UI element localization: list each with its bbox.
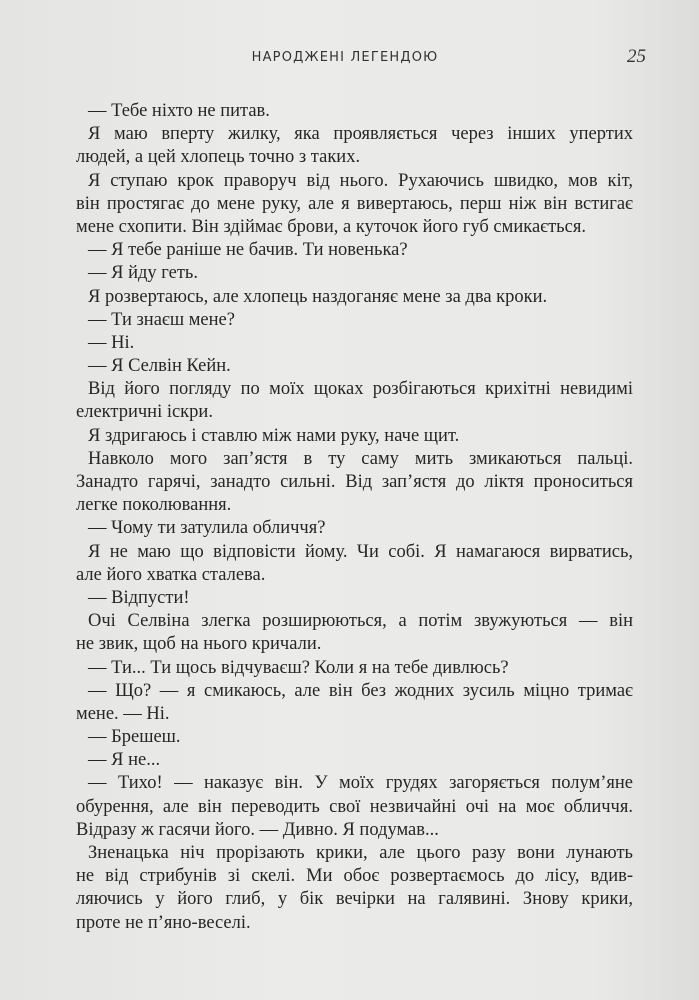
paragraph <box>76 749 633 772</box>
text-line: — Ти знаєш мене? <box>88 309 235 330</box>
text-line: — Брешеш. <box>88 727 181 748</box>
text-line: Від його погляду по моїх щоках розбігаються крихітні невидимі <box>88 379 633 400</box>
text-line: обурення, але він переводить свої незвичайні очі на моє обличчя. <box>76 796 633 817</box>
text-line: — Я тебе раніше не бачив. Ти новенька? <box>88 240 408 261</box>
paragraph <box>76 262 633 285</box>
paragraph <box>76 123 633 169</box>
text-line: — Ти... Ти щось відчуваєш? Коли я на тебе дивлюсь? <box>88 657 509 678</box>
text-line: Я маю вперту жилку, яка проявляється через інших упертих <box>88 124 633 145</box>
paragraph <box>76 448 633 518</box>
text-line: Я здригаюсь і ставлю між нами руку, наче щит. <box>88 425 460 446</box>
paragraph <box>76 541 633 587</box>
paragraph <box>76 657 633 680</box>
text-line: ляючись у його глиб, у бік вечірки на галявині. Знову крики, <box>76 889 633 910</box>
text-line: — Чому ти затулила обличчя? <box>88 518 326 539</box>
text-line: Навколо мого зап’ястя в ту саму мить змикаються пальці. <box>88 448 633 469</box>
text-line: — Тебе ніхто не питав. <box>88 101 270 121</box>
text-line: Я ступаю крок праворуч від нього. Рухаючись швидко, мов кіт, <box>88 170 633 191</box>
text-line: він простягає до мене руку, але я вивертаюсь, перш ніж він встигає <box>76 193 633 214</box>
paragraph <box>76 726 633 749</box>
text-line: — Я не... <box>88 750 161 771</box>
text-line: мене схопити. Він здіймає брови, а куточок його губ смикається. <box>76 216 586 237</box>
text-line: — Що? — я смикаюсь, але він без жодних зусиль міцно тримає <box>88 680 633 701</box>
text-line: Я розвертаюсь, але хлопець наздоганяє мене за два кроки. <box>88 286 548 307</box>
paragraph <box>76 610 633 656</box>
book-title-header: НАРОДЖЕНІ ЛЕГЕНДОЮ <box>251 50 439 65</box>
paragraph <box>76 355 633 378</box>
text-line: Зненацька ніч прорізають крики, але цього разу вони лунають <box>88 843 633 863</box>
text-line: — Ні. <box>88 332 135 353</box>
text-line: Я не маю що відповісти йому. Чи собі. Я намагаюся вирватись, <box>88 541 633 562</box>
paragraph <box>76 587 633 610</box>
paragraph <box>76 680 633 726</box>
text-line: електричні іскри. <box>76 402 213 423</box>
paragraph <box>76 425 633 448</box>
text-line: легке поколювання. <box>76 495 232 516</box>
text-line: не звик, щоб на нього кричали. <box>76 634 322 655</box>
text-line: мене. — Ні. <box>76 703 170 724</box>
page-number: 25 <box>627 46 646 67</box>
paragraph <box>76 239 633 262</box>
text-line: Очі Селвіна злегка розширюються, а потім звужуються — він <box>88 611 633 632</box>
text-line: не від стрибунів зі скелі. Ми обоє розвертаємось до лісу, вдив- <box>76 866 633 887</box>
text-line: але його хватка сталева. <box>76 564 266 585</box>
paragraph <box>76 332 633 355</box>
text-line: — Відпусти! <box>88 587 190 608</box>
text-line: Відразу ж гасячи його. — Дивно. Я подумав... <box>76 819 439 840</box>
paragraph <box>76 378 633 424</box>
page-body-text <box>76 100 633 935</box>
text-line: людей, а цей хлопець точно з таких. <box>76 147 361 168</box>
paragraph <box>76 170 633 240</box>
paragraph <box>76 842 633 935</box>
paragraph <box>76 309 633 332</box>
text-line: — Я йду геть. <box>88 263 198 284</box>
paragraph <box>76 772 633 842</box>
paragraph <box>76 100 633 123</box>
text-line: проте не п’яно-веселі. <box>76 912 251 933</box>
text-line: Занадто гарячі, занадто сильні. Від зап’ястя до ліктя проноситься <box>76 472 633 492</box>
paragraph <box>76 517 633 540</box>
text-line: — Я Селвін Кейн. <box>88 356 231 377</box>
text-line: — Тихо! — наказує він. У моїх грудях загоряється полум’яне <box>88 773 633 794</box>
paragraph <box>76 286 633 309</box>
